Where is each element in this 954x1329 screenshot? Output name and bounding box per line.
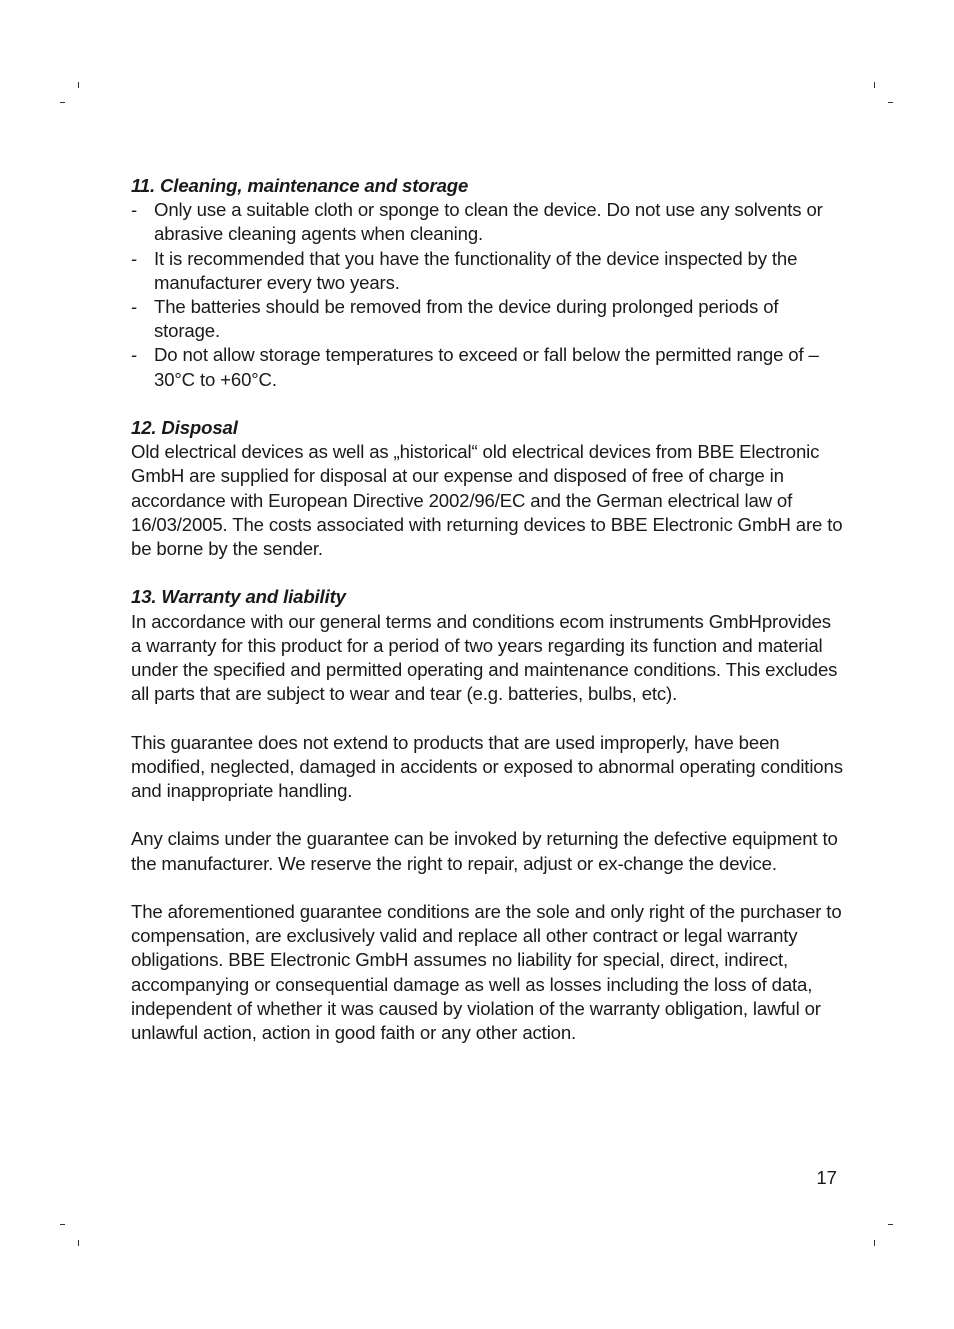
list-item-text: The batteries should be removed from the device during prolonged periods of storage. [154,296,779,342]
page-number: 17 [816,1167,837,1188]
crop-mark-top-right-v [874,82,875,88]
crop-mark-top-left-v [78,82,79,88]
crop-mark-bottom-right-h [888,1224,893,1225]
list-marker: - [131,199,138,221]
list-item-text: Only use a suitable cloth or sponge to clean the device. Do not use any solvents or abrasive cleaning agents when cleaning. [154,199,823,245]
list-item [131,343,843,391]
page-content [131,174,843,1045]
section-cleaning [131,174,843,392]
list-item [131,198,843,246]
section-heading-cleaning: 11. Cleaning, maintenance and storage [131,175,469,196]
crop-mark-bottom-right-v [874,1240,875,1246]
crop-mark-top-right-h [888,102,893,103]
disposal-paragraph: Old electrical devices as well as „historical“ old electrical devices from BBE Electronic GmbH are supplied for disposal at our expense and disposed of free of charge in accordance with European Directive 2002/96/EC and the German electrical law of 16/03/2005. The costs associated with returning devices to BBE Electronic GmbH are to be borne by the sender. [131,441,843,560]
list-item-text: It is recommended that you have the functionality of the device inspected by the manufacturer every two years. [154,247,798,293]
list-item [131,247,843,295]
list-marker: - [131,247,138,269]
section-warranty [131,585,843,1045]
warranty-paragraph-4: The aforementioned guarantee conditions are the sole and only right of the purchaser to compensation, are exclusively valid and replace all other contract or legal warranty obligations. BBE Electronic GmbH assumes no liability for special, direct, indirect, accompanying or consequential damage as well as losses including the loss of data, independent of whether it was caused by violation of the warranty obligation, lawful or unlawful action, action in good faith or any other action. [131,901,842,1044]
section-disposal [131,416,843,561]
list-marker: - [131,344,138,366]
warranty-paragraph-3: Any claims under the guarantee can be invoked by returning the defective equipment to the manufacturer. We reserve the right to repair, adjust or ex-change the device. [131,828,838,874]
spacer [131,392,843,416]
spacer [131,706,843,730]
warranty-paragraph-1: In accordance with our general terms and conditions ecom instruments GmbHprovides a warranty for this product for a period of two years regarding its function and material under the specified and permitted operating and maintenance conditions. This excludes all parts that are subject to wear and tear (e.g. batteries, bulbs, etc). [131,610,838,705]
crop-mark-bottom-left-h [60,1224,65,1225]
list-item-text: Do not allow storage temperatures to exceed or fall below the permitted range of –30°C to +60°C. [154,344,819,390]
list-marker: - [131,296,138,318]
section-heading-warranty: 13. Warranty and liability [131,586,346,608]
spacer [131,803,843,827]
section-heading-disposal: 12. Disposal [131,417,238,439]
warranty-paragraph-2: This guarantee does not extend to products that are used improperly, have been modified, neglected, damaged in accidents or exposed to abnormal operating conditions and inappropriate handling. [131,731,843,802]
list-item [131,295,843,343]
crop-mark-bottom-left-v [78,1240,79,1246]
cleaning-list [131,198,843,392]
crop-mark-top-left-h [60,102,65,103]
spacer [131,561,843,585]
spacer [131,876,843,900]
